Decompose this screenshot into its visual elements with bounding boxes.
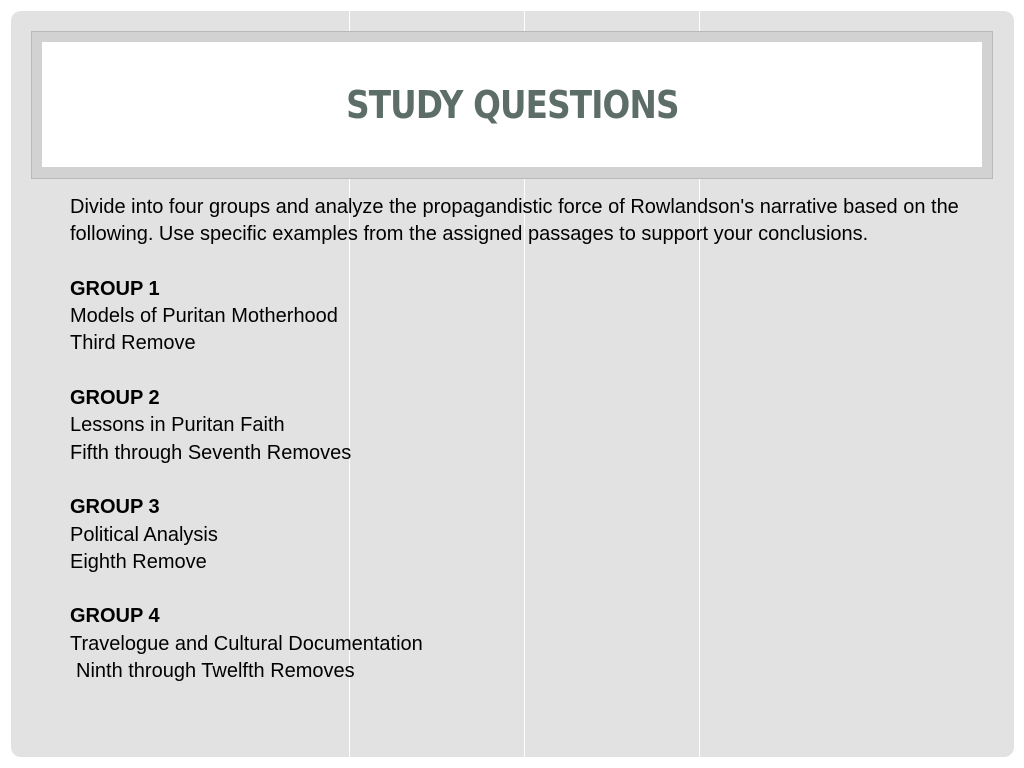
group-block [70, 276, 970, 358]
group-passage: Fifth through Seventh Removes [70, 441, 352, 464]
intro-paragraph: Divide into four groups and analyze the propagandistic force of Rowlandson's narrative based on the following. Use specific examples from the assigned passages to support your conclusions. [70, 196, 959, 246]
slide-title: STUDY QUESTIONS [345, 82, 679, 127]
group-passage: Third Remove [70, 332, 196, 355]
slide-body [70, 194, 970, 685]
group-topic: Travelogue and Cultural Documentation [70, 632, 423, 655]
group-heading: GROUP 1 [70, 277, 160, 300]
group-passage: Ninth through Twelfth Removes [76, 660, 355, 683]
group-topic: Lessons in Puritan Faith [70, 414, 285, 437]
group-heading: GROUP 2 [70, 387, 160, 410]
group-topic: Political Analysis [70, 523, 218, 546]
group-heading: GROUP 3 [70, 496, 160, 519]
group-topic: Models of Puritan Motherhood [70, 305, 338, 328]
group-block [70, 494, 970, 576]
title-box [42, 42, 982, 167]
group-passage: Eighth Remove [70, 550, 207, 573]
group-block [70, 385, 970, 467]
slide [11, 11, 1014, 757]
group-heading: GROUP 4 [70, 605, 160, 628]
title-frame [31, 31, 993, 179]
group-block [70, 603, 970, 685]
